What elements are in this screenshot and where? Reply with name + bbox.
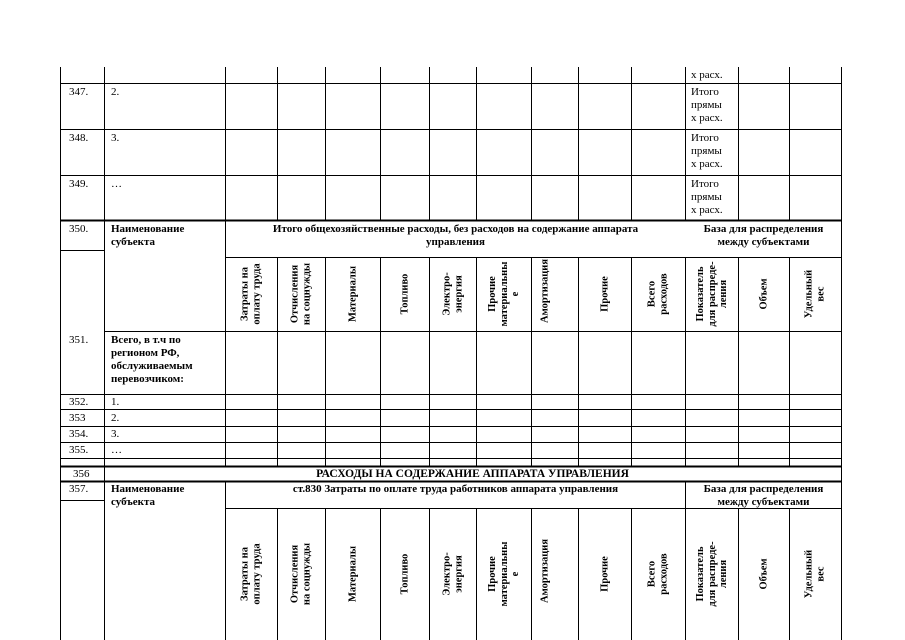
row-number: 353 bbox=[69, 412, 86, 424]
subject-name: … bbox=[111, 444, 122, 456]
column-header-share: Удельный вес bbox=[803, 549, 826, 599]
row-number: 350. bbox=[69, 223, 89, 235]
general-expenses-group-header: Итого общехозяйственные расходы, без расходов на содержание аппарата управления bbox=[272, 223, 639, 248]
subject-name: … bbox=[111, 178, 122, 190]
column-header-labor-costs: Затраты на оплату труда bbox=[239, 543, 262, 605]
subject-name-header: Наименование субъекта bbox=[111, 223, 185, 248]
column-header-social-contributions: Отчисления на соцнужды bbox=[289, 262, 312, 326]
management-expenses-section-title: РАСХОДЫ НА СОДЕРЖАНИЕ АППАРАТА УПРАВЛЕНИЯ bbox=[316, 468, 629, 480]
row-number: 348. bbox=[69, 132, 89, 144]
column-header-other: Прочие bbox=[599, 276, 611, 312]
subject-name: 3. bbox=[111, 132, 120, 144]
base-indicator: Итого прямы х расх. bbox=[691, 178, 723, 216]
cost-distribution-table bbox=[60, 67, 842, 640]
management-labor-costs-group-header: ст.830 Затраты по оплате труда работников аппарата управления bbox=[292, 483, 619, 495]
column-header-depreciation: Амортизация bbox=[539, 258, 551, 324]
column-header-share: Удельный вес bbox=[803, 269, 826, 319]
column-header-depreciation: Амортизация bbox=[539, 538, 551, 604]
column-header-distribution-indicator: Показатель для распреде- ления bbox=[694, 261, 729, 327]
row-number: 351. bbox=[69, 334, 89, 346]
column-header-volume: Объем bbox=[758, 558, 770, 590]
subject-name: 3. bbox=[111, 428, 120, 440]
subject-name: 2. bbox=[111, 86, 120, 98]
column-header-social-contributions: Отчисления на соцнужды bbox=[289, 542, 312, 606]
column-header-materials: Материалы bbox=[347, 545, 359, 603]
subject-name: 1. bbox=[111, 396, 120, 408]
column-header-electricity: Электро- энергия bbox=[441, 272, 464, 316]
column-header-fuel: Топливо bbox=[399, 553, 411, 595]
row-number: 356 bbox=[73, 468, 90, 480]
subject-name-header: Наименование субъекта bbox=[111, 483, 185, 508]
column-header-electricity: Электро- энергия bbox=[441, 552, 464, 596]
row-number: 347. bbox=[69, 86, 89, 98]
column-header-fuel: Топливо bbox=[399, 273, 411, 315]
column-header-total-expenses: Всего расходов bbox=[646, 273, 669, 315]
row-number: 349. bbox=[69, 178, 89, 190]
column-header-other-materials: Прочие материальны е bbox=[486, 541, 521, 607]
row-number: 352. bbox=[69, 396, 89, 408]
column-header-total-expenses: Всего расходов bbox=[646, 553, 669, 595]
column-header-other: Прочие bbox=[599, 556, 611, 592]
subject-name: 2. bbox=[111, 412, 120, 424]
distribution-base-header: База для распределения между субъектами bbox=[703, 223, 824, 248]
column-header-materials: Материалы bbox=[347, 265, 359, 323]
total-row-label: Всего, в т.ч по регионом РФ, обслуживаемым перевозчиком: bbox=[111, 334, 193, 385]
base-indicator: Итого прямы х расх. bbox=[691, 86, 723, 124]
base-indicator-tail: х расх. bbox=[691, 69, 723, 81]
distribution-base-header: База для распределения между субъектами bbox=[703, 483, 824, 508]
column-header-other-materials: Прочие материальны е bbox=[486, 261, 521, 327]
row-number: 355. bbox=[69, 444, 89, 456]
row-number: 354. bbox=[69, 428, 89, 440]
base-indicator: Итого прямы х расх. bbox=[691, 132, 723, 170]
row-number: 357. bbox=[69, 483, 89, 495]
column-header-labor-costs: Затраты на оплату труда bbox=[239, 263, 262, 325]
column-header-volume: Объем bbox=[758, 278, 770, 310]
column-header-distribution-indicator: Показатель для распреде- ления bbox=[694, 541, 729, 607]
